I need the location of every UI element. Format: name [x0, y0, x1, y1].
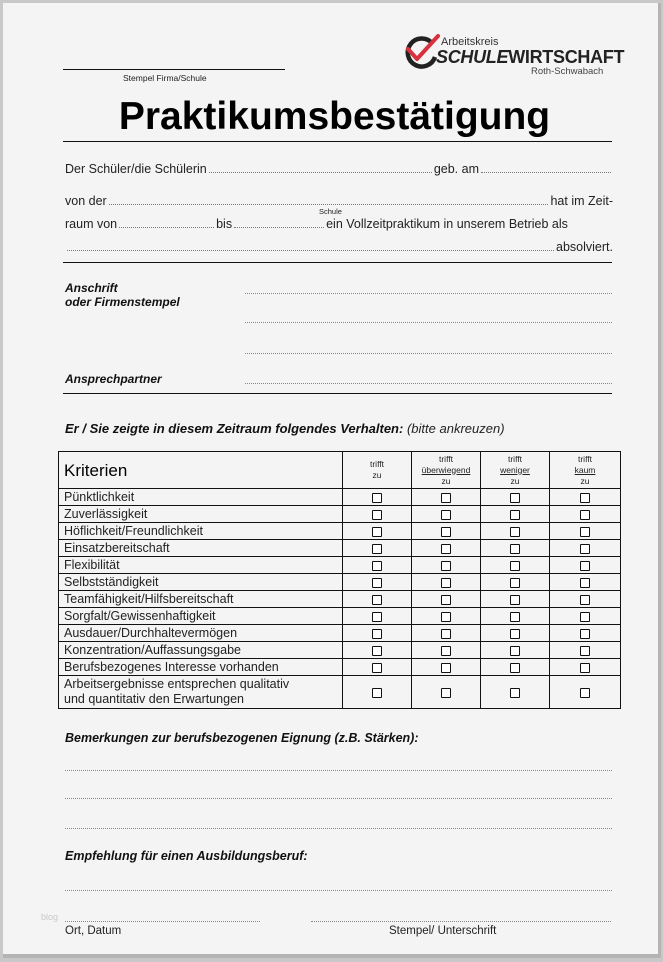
address-divider: [63, 393, 612, 394]
column-header-bottom: zu: [441, 475, 451, 486]
column-header-weniger: [481, 452, 550, 489]
checkbox-trifft-zu[interactable]: [372, 493, 382, 503]
absolved-label: absolviert.: [556, 240, 613, 254]
checkbox-weniger[interactable]: [510, 688, 520, 698]
address-label: [65, 281, 180, 309]
criterion-label: Teamfähigkeit/Hilfsbereitschaft: [59, 591, 343, 608]
column-header-top: trifft: [577, 453, 592, 464]
birthdate-label: geb. am: [433, 162, 479, 176]
checkbox-weniger[interactable]: [510, 629, 520, 639]
column-header-bottom: zu: [510, 475, 520, 486]
checkbox-ueberwiegend[interactable]: [441, 646, 451, 656]
recommendation-title: Empfehlung für einen Ausbildungsberuf:: [65, 849, 308, 863]
table-row: [59, 676, 621, 709]
column-header-top: trifft: [507, 453, 522, 464]
checkbox-ueberwiegend[interactable]: [441, 561, 451, 571]
table-row: [59, 574, 621, 591]
logo-text-region: Roth-Schwabach: [531, 66, 604, 77]
table-row: [59, 608, 621, 625]
checkbox-ueberwiegend[interactable]: [441, 688, 451, 698]
checkbox-kaum[interactable]: [580, 663, 590, 673]
checkbox-kaum[interactable]: [580, 493, 590, 503]
stamp-label: Stempel Firma/Schule: [123, 73, 207, 83]
place-date-field[interactable]: [65, 920, 260, 922]
checkbox-kaum[interactable]: [580, 510, 590, 520]
checkbox-weniger[interactable]: [510, 510, 520, 520]
signature-field[interactable]: [311, 920, 611, 922]
remarks-title: Bemerkungen zur berufsbezogenen Eignung (z.B. Stärken):: [65, 731, 419, 745]
contact-label: Ansprechpartner: [65, 372, 162, 386]
criterion-label-line1: Arbeitsergebnisse entsprechen qualitativ: [64, 677, 290, 691]
behavior-prompt-hint: (bitte ankreuzen): [406, 421, 505, 436]
checkbox-trifft-zu[interactable]: [372, 527, 382, 537]
table-row: [59, 659, 621, 676]
checkbox-weniger[interactable]: [510, 646, 520, 656]
logo-text-arbeitskreis: Arbeitskreis: [441, 36, 499, 48]
criteria-header-row: [59, 452, 621, 489]
birthdate-field[interactable]: [481, 162, 611, 173]
period-line: [65, 217, 613, 231]
criteria-table: [58, 451, 621, 709]
column-header-ueberwiegend: [412, 452, 481, 489]
column-header-bottom: zu: [580, 475, 590, 486]
table-row: [59, 540, 621, 557]
checkbox-trifft-zu[interactable]: [372, 663, 382, 673]
stamp-signature-line: [63, 69, 285, 70]
checkbox-weniger[interactable]: [510, 663, 520, 673]
checkbox-ueberwiegend[interactable]: [441, 663, 451, 673]
checkbox-kaum[interactable]: [580, 578, 590, 588]
checkbox-weniger[interactable]: [510, 493, 520, 503]
checkbox-kaum[interactable]: [580, 595, 590, 605]
address-field-3[interactable]: [245, 352, 612, 354]
checkbox-kaum[interactable]: [580, 612, 590, 622]
signature-label: Stempel/ Unterschrift: [389, 925, 497, 937]
column-header-top: trifft: [438, 453, 453, 464]
table-row: [59, 489, 621, 506]
period-label-start: hat im Zeit-: [550, 194, 613, 208]
title-divider: [63, 141, 612, 142]
column-header-top: trifft: [369, 459, 384, 469]
column-header-mid: kaum: [574, 464, 596, 475]
column-header-mid: überwiegend: [421, 464, 471, 475]
school-line: [65, 194, 613, 208]
table-row: [59, 506, 621, 523]
watermark-text: blog: [41, 912, 59, 922]
criterion-label: Berufsbezogenes Interesse vorhanden: [59, 659, 343, 676]
checkbox-ueberwiegend[interactable]: [441, 527, 451, 537]
behavior-prompt: [65, 421, 505, 436]
checkbox-ueberwiegend[interactable]: [441, 493, 451, 503]
criterion-label: Pünktlichkeit: [59, 489, 343, 506]
checkbox-ueberwiegend[interactable]: [441, 612, 451, 622]
intro-divider: [63, 262, 612, 263]
table-row: [59, 625, 621, 642]
checkbox-trifft-zu[interactable]: [372, 646, 382, 656]
table-row: [59, 642, 621, 659]
checkbox-ueberwiegend[interactable]: [441, 578, 451, 588]
profession-field[interactable]: [67, 240, 554, 251]
checkbox-trifft-zu[interactable]: [372, 629, 382, 639]
criteria-header: Kriterien: [59, 452, 343, 489]
document-page: [3, 3, 661, 958]
remarks-field-3[interactable]: [65, 828, 612, 829]
criterion-label: Einsatzbereitschaft: [59, 540, 343, 557]
checkbox-ueberwiegend[interactable]: [441, 629, 451, 639]
checkbox-ueberwiegend[interactable]: [441, 510, 451, 520]
checkbox-ueberwiegend[interactable]: [441, 595, 451, 605]
logo-text-schulewirtschaft: [436, 47, 624, 68]
checkbox-trifft-zu[interactable]: [372, 544, 382, 554]
recommendation-field[interactable]: [65, 890, 612, 891]
internship-text: ein Vollzeitpraktikum in unserem Betrieb als: [326, 217, 568, 231]
logo-text-wirtschaft: WIRTSCHAFT: [508, 47, 625, 67]
checkbox-trifft-zu[interactable]: [372, 688, 382, 698]
logo-text-schule: SCHULE: [436, 47, 509, 67]
behavior-prompt-text: Er / Sie zeigte in diesem Zeitraum folgendes Verhalten:: [65, 421, 404, 436]
column-header-kaum: [550, 452, 621, 489]
checkbox-ueberwiegend[interactable]: [441, 544, 451, 554]
remarks-field-2[interactable]: [65, 798, 612, 799]
checkbox-weniger[interactable]: [510, 561, 520, 571]
contact-field[interactable]: [245, 382, 612, 384]
criterion-label: Sorgfalt/Gewissenhaftigkeit: [59, 608, 343, 625]
period-from-label: raum von: [65, 217, 118, 231]
checkbox-weniger[interactable]: [510, 527, 520, 537]
place-date-label: Ort, Datum: [65, 925, 122, 937]
column-header-mid: weniger: [500, 464, 530, 475]
checkbox-weniger[interactable]: [510, 612, 520, 622]
school-field[interactable]: [109, 194, 549, 205]
table-row: [59, 591, 621, 608]
address-field-1[interactable]: [245, 292, 612, 294]
period-to-label: bis: [216, 217, 233, 231]
criterion-label-line2: und quantitativ den Erwartungen: [64, 692, 244, 706]
address-label-line1: Anschrift: [65, 281, 118, 295]
checkbox-weniger[interactable]: [510, 544, 520, 554]
criterion-label: Selbstständigkeit: [59, 574, 343, 591]
checkbox-trifft-zu[interactable]: [372, 561, 382, 571]
checkbox-trifft-zu[interactable]: [372, 578, 382, 588]
checkbox-kaum[interactable]: [580, 561, 590, 571]
checkbox-trifft-zu[interactable]: [372, 510, 382, 520]
column-header-trifft-zu: [343, 452, 412, 489]
checkbox-weniger[interactable]: [510, 578, 520, 588]
criterion-label: Konzentration/Auffassungsgabe: [59, 642, 343, 659]
checkbox-weniger[interactable]: [510, 595, 520, 605]
criterion-label: Flexibilität: [59, 557, 343, 574]
checkbox-kaum[interactable]: [580, 544, 590, 554]
student-label: Der Schüler/die Schülerin: [65, 162, 207, 176]
checkbox-kaum[interactable]: [580, 646, 590, 656]
checkbox-kaum[interactable]: [580, 688, 590, 698]
address-label-line2: oder Firmenstempel: [65, 295, 180, 309]
school-label: von der: [65, 194, 107, 208]
page-title: Praktikumsbestätigung: [118, 95, 551, 138]
criterion-label: Ausdauer/Durchhaltevermögen: [59, 625, 343, 642]
criterion-label: Höflichkeit/Freundlichkeit: [59, 523, 343, 540]
period-to-field[interactable]: [234, 217, 324, 228]
period-from-field[interactable]: [119, 217, 214, 228]
checkbox-trifft-zu[interactable]: [372, 595, 382, 605]
profession-line: [65, 240, 613, 254]
school-hint: Schule: [319, 207, 342, 216]
remarks-field-1[interactable]: [65, 770, 612, 771]
checkbox-trifft-zu[interactable]: [372, 612, 382, 622]
checkbox-kaum[interactable]: [580, 527, 590, 537]
table-row: [59, 523, 621, 540]
column-header-bottom: zu: [372, 470, 382, 480]
address-field-2[interactable]: [245, 321, 612, 323]
student-name-field[interactable]: [209, 162, 432, 173]
criterion-label: [59, 676, 343, 709]
checkbox-kaum[interactable]: [580, 629, 590, 639]
criterion-label: Zuverlässigkeit: [59, 506, 343, 523]
student-line: [65, 162, 613, 176]
table-row: [59, 557, 621, 574]
